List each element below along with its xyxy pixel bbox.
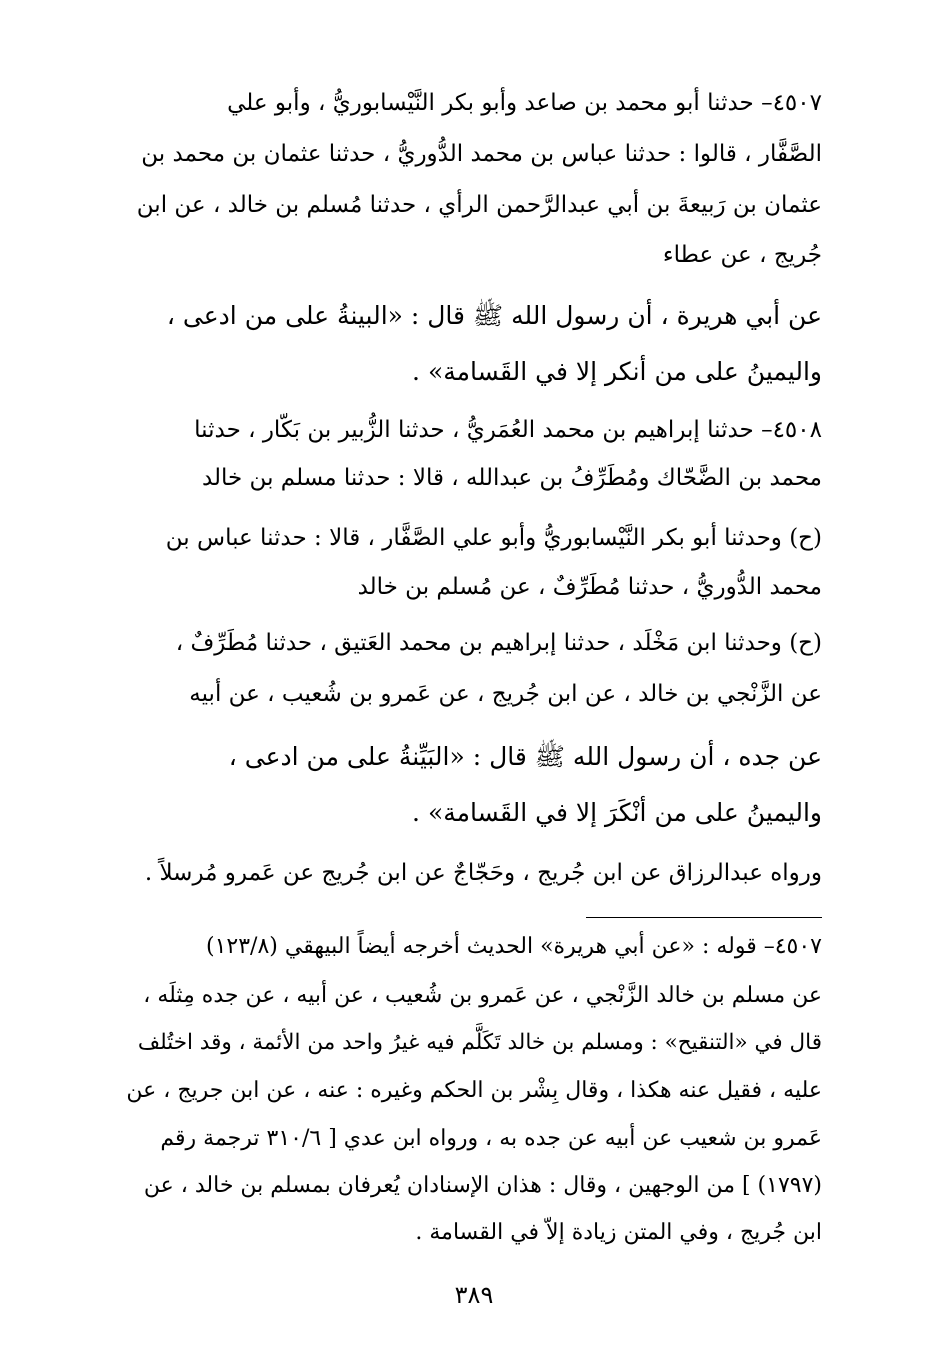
hadith-text-line: واليمينُ على من أنكر إلا في القَسامة» . [412, 357, 822, 386]
footnote-line: (١٧٩٧) ] من الوجهين ، وقال : هذان الإسنادان يُعرفان بمسلم بن خالد ، عن [143, 1173, 822, 1198]
text-line: محمد بن الضَّحّاك ومُطَرِّفُ بن عبدالله ، قالا : حدثنا مسلم بن خالد [201, 465, 822, 491]
footnote-line: ابن جُريج ، وفي المتن زيادة إلاّ في القسامة . [415, 1220, 822, 1245]
footnote-line: عليه ، فقيل عنه هكذا ، وقال بِشْر بن الحكم وغيره : عنه ، عن ابن جريج ، عن [126, 1078, 822, 1103]
footnote-line: عن مسلم بن خالد الزَّنْجي ، عن عَمرو بن شُعيب ، عن أبيه ، عن جده مِثلَه ، [143, 983, 822, 1008]
footnote-line: ٤٥٠٧– قوله : «عن أبي هريرة» الحديث أخرجه أيضاً البيهقي (١٢٣/٨) [206, 934, 822, 959]
text-line: الصَّفَّار ، قالوا : حدثنا عباس بن محمد الدُّوريُّ ، حدثنا عثمان بن محمد بن [141, 141, 822, 167]
footnote-line: عَمرو بن شعيب عن أبيه عن جده به ، ورواه ابن عدي [ ٣١٠/٦ ترجمة رقم [160, 1126, 822, 1151]
text-line: ورواه عبدالرزاق عن ابن جُريج ، وحَجّاجٌ عن ابن جُريج عن عَمرو مُرسلاً . [144, 860, 822, 886]
text-line: ٤٥٠٧– حدثنا أبو محمد بن صاعد وأبو بكر النَّيْسابوريُّ ، وأبو علي [227, 90, 822, 116]
footnote-divider [586, 917, 822, 918]
text-line: (ح) وحدثنا ابن مَخْلَد ، حدثنا إبراهيم بن محمد العَتيق ، حدثنا مُطَرِّفٌ ، [175, 630, 822, 656]
hadith-text-line: عن أبي هريرة ، أن رسول الله ﷺ قال : «البينةُ على من ادعى ، [166, 301, 822, 330]
text-line: جُريج ، عن عطاء [662, 242, 822, 268]
text-line: (ح) وحدثنا أبو بكر النَّيْسابوريُّ وأبو علي الصَّفَّار ، قالا : حدثنا عباس بن [165, 525, 822, 551]
hadith-text-line: عن جده ، أن رسول الله ﷺ قال : «البَيِّنةُ على من ادعى ، [228, 742, 822, 771]
text-line: عن الزَّنْجي بن خالد ، عن ابن جُريج ، عن عَمرو بن شُعيب ، عن أبيه [189, 681, 822, 707]
text-line: محمد الدُّوريُّ ، حدثنا مُطَرِّفٌ ، عن مُسلم بن خالد [357, 574, 822, 600]
page-number: ٣٨٩ [454, 1281, 494, 1309]
hadith-text-line: واليمينُ على من أنْكَرَ إلا في القَسامة» . [412, 798, 822, 827]
footnote-line: قال في «التنقيح» : ومسلم بن خالد تَكَلَّم فيه غيرُ واحد من الأئمة ، وقد اختُلف [137, 1030, 822, 1055]
text-line: ٤٥٠٨– حدثنا إبراهيم بن محمد العُمَريُّ ، حدثنا الزُّبير بن بَكّار ، حدثنا [194, 417, 822, 443]
text-line: عثمان بن رَبيعةَ بن أبي عبدالرَّحمن الرأي ، حدثنا مُسلم بن خالد ، عن ابن [136, 192, 822, 218]
